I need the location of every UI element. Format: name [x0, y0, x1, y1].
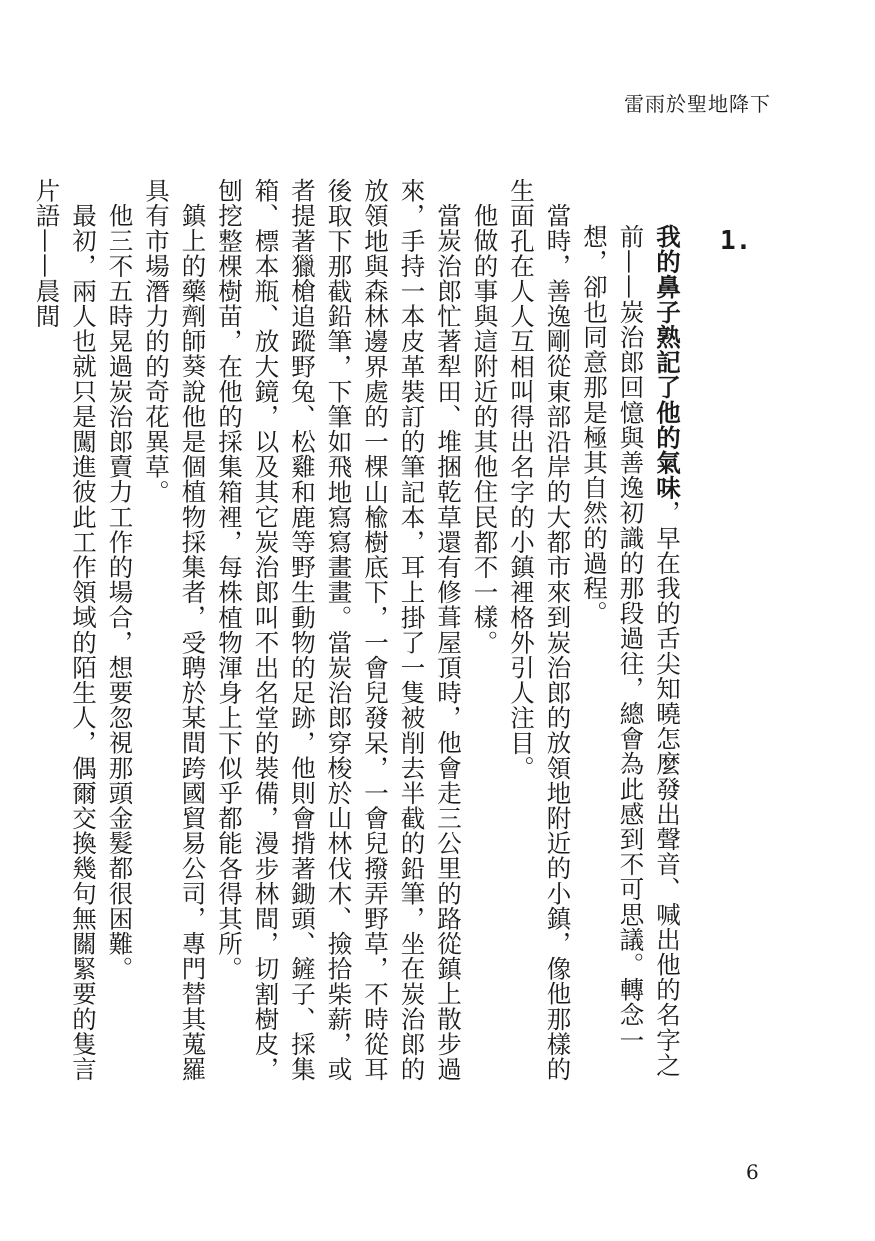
running-header: 雷雨於聖地降下: [624, 92, 771, 116]
opening-lead-phrase: 我的鼻子熟記了他的氣味: [653, 224, 682, 501]
paragraph: 鎮上的藥劑師葵說他是個植物採集者，受聘於某間跨國貿易公司，專門替其蒐羅具有市場潛力的的奇花異草。: [142, 178, 208, 1081]
paragraph: 最初，兩人也就只是闖進彼此工作領域的陌生人，偶爾交換幾句無關緊要的隻言片語——晨間: [32, 178, 98, 1081]
page-number: 6: [746, 1160, 759, 1184]
body-text: [28, 178, 685, 1098]
paragraph: 當炭治郎忙著犁田、堆捆乾草還有修葺屋頂時，他會走三公里的路從鎮上散步過來，手持一本皮革裝訂的筆記本，耳上掛了一隻被削去半截的鉛筆，坐在炭治郎的放領地與森林邊界處的一棵山楡樹底下，一會兒發呆，一會兒撥弄野草，不時從耳後取下那截鉛筆，下筆如飛地寫寫畫畫。當炭治郎穿梭於山林伐木、撿拾柴薪，或者提著獵槍追蹤野兔、松雞和鹿等野生動物的足跡，他則會揹著鋤頭、鏟子、採集箱、標本瓶、放大鏡，以及其它炭治郎叫不出名堂的裝備，漫步林間，切割樹皮，刨挖整棵樹苗，在他的採集箱裡，每株植物渾身上下似乎都能各得其所。: [215, 178, 463, 1082]
chapter-number: 1.: [720, 226, 752, 256]
opening-rest: ，早在我的舌尖知曉怎麼發出聲音、喊出他的名字之前——炭治郎回憶與善逸初識的那段過往，總會為此感到不可思議。轉念一想，卻也同意那是極其自然的過程。: [580, 224, 682, 1078]
paragraph: 他做的事與這附近的其他住民都不一樣。: [470, 202, 500, 655]
paragraph-opening: [576, 224, 686, 1098]
paragraph: 當時，善逸剛從東部沿岸的大都市來到炭治郎的放領地附近的小鎮，像他那樣的生面孔在人人互相叫得出名字的小鎮裡格外引人注目。: [507, 178, 573, 1081]
paragraph: 他三不五時晃過炭治郎賣力工作的場合，想要忽視那頭金髮都很困難。: [105, 202, 135, 981]
